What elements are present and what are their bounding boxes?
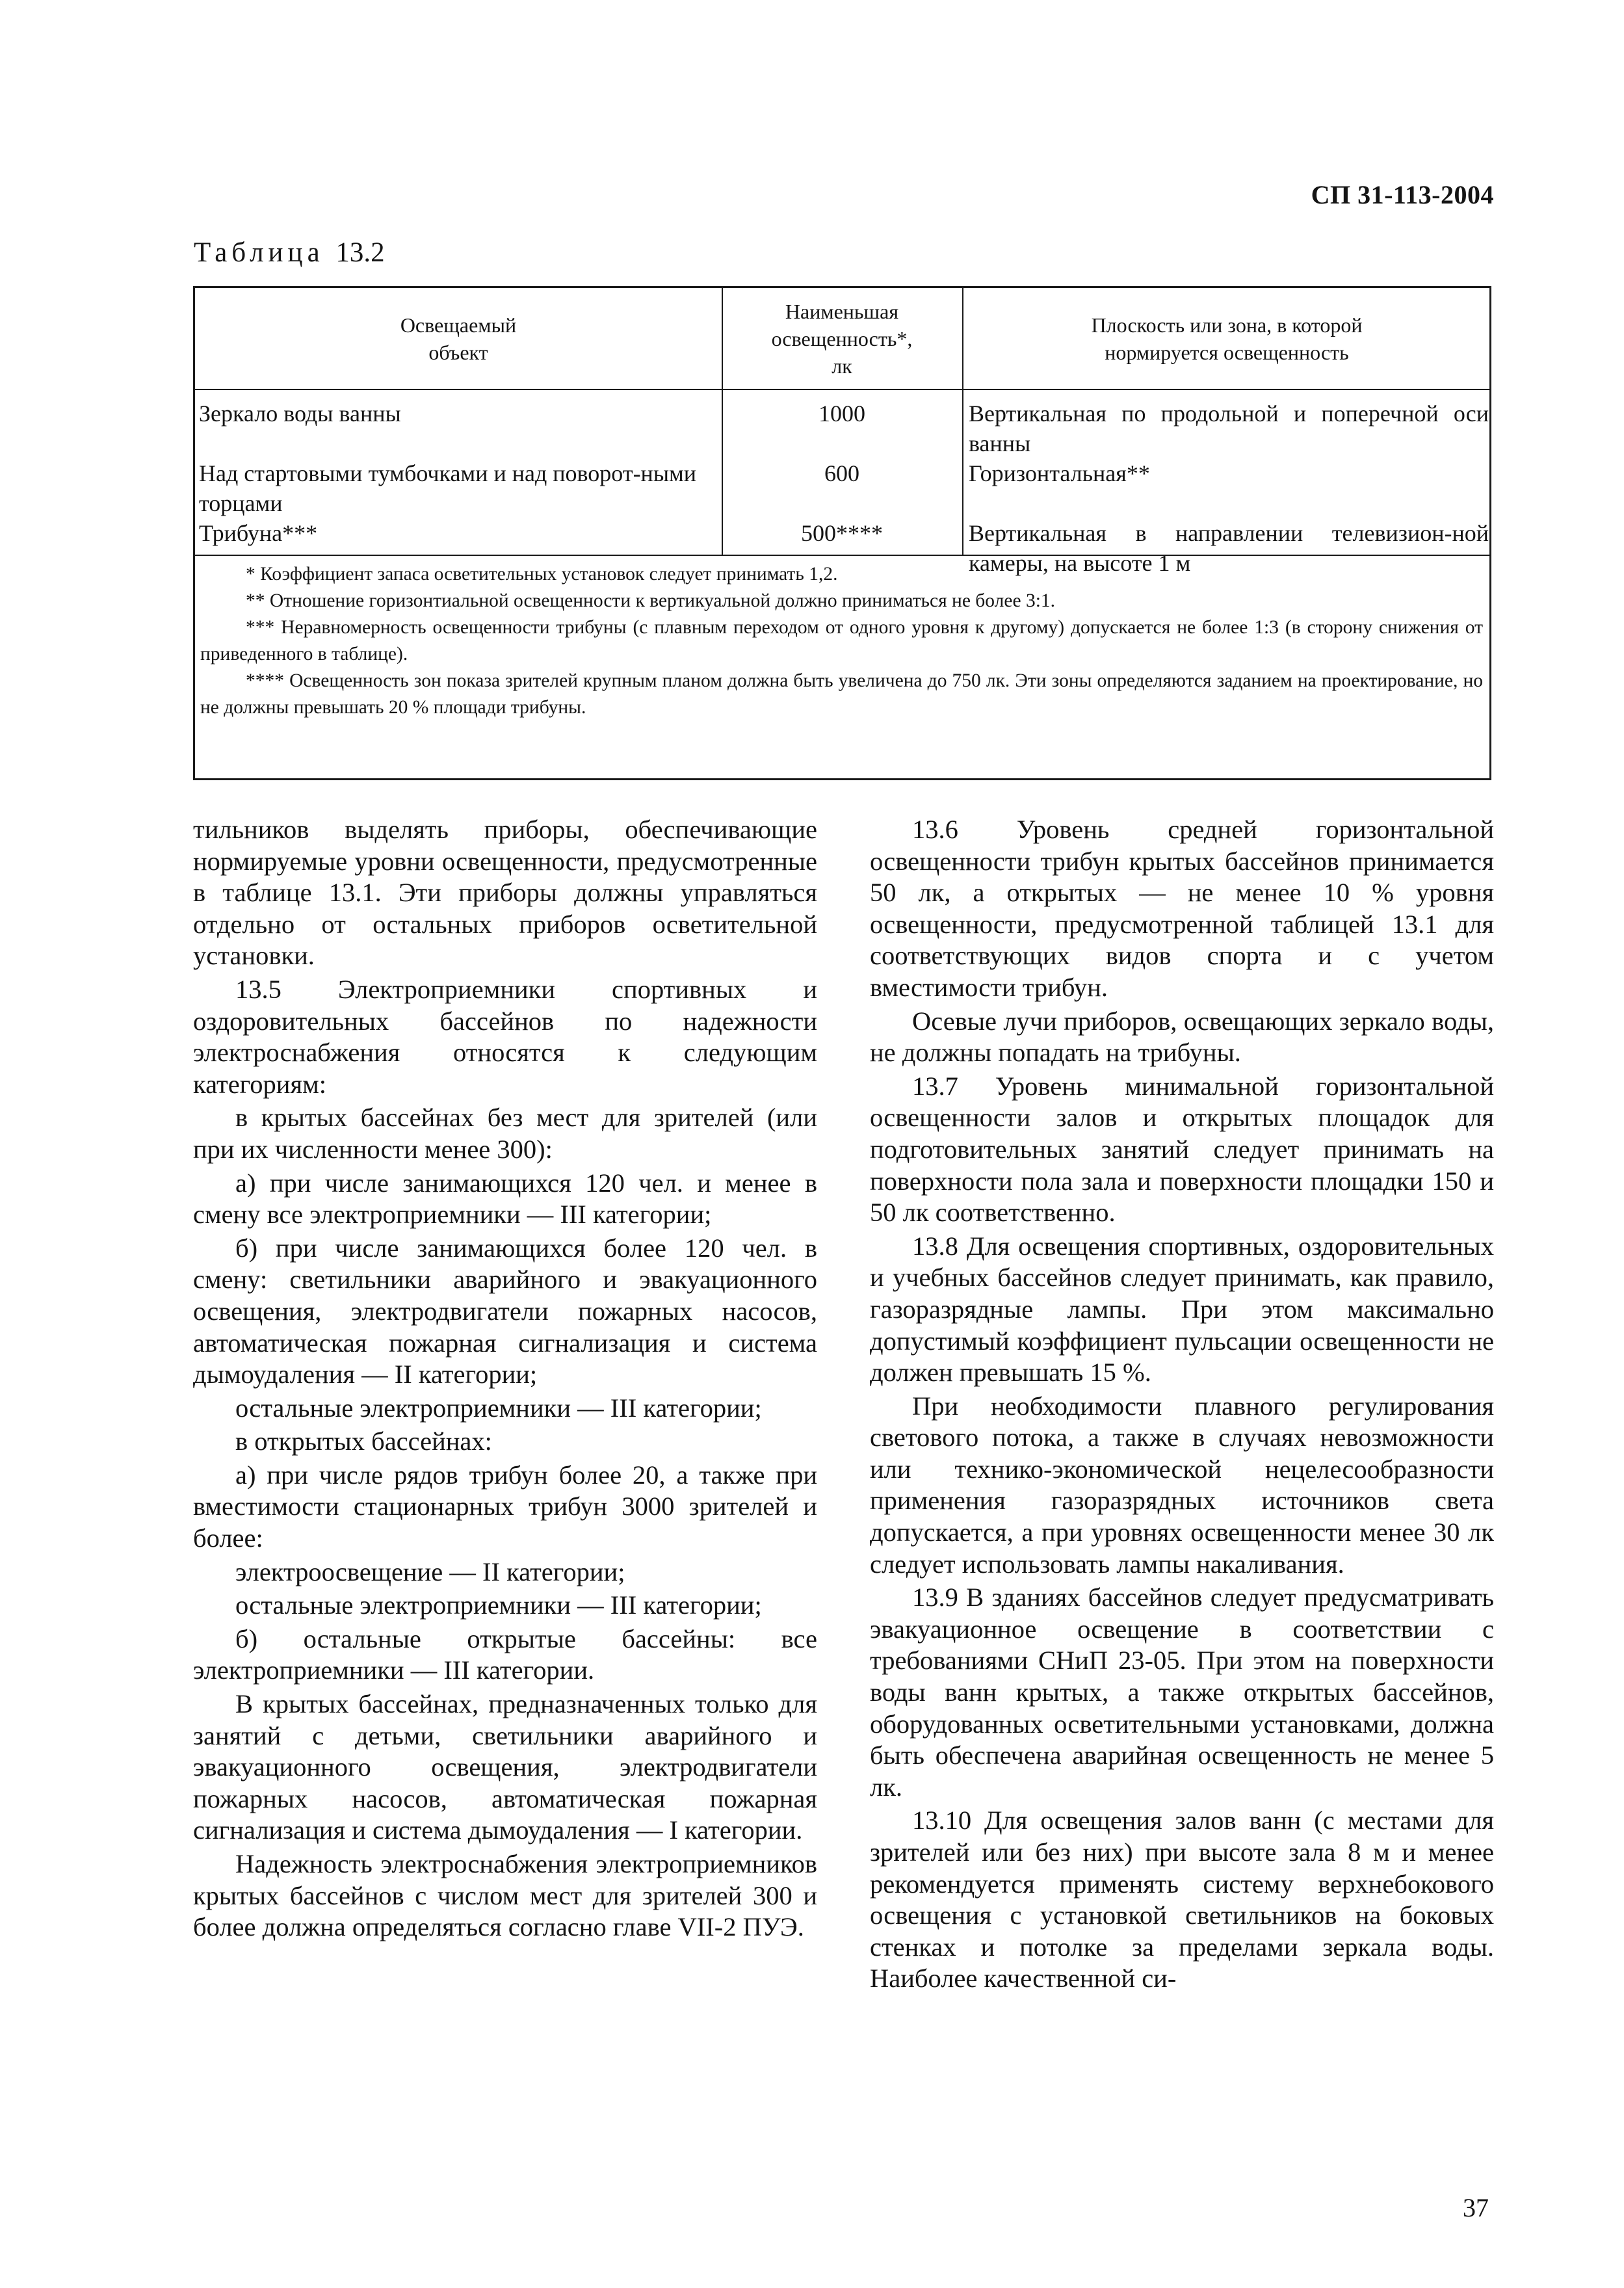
paragraph: остальные электроприемники — III категории; bbox=[235, 1590, 762, 1620]
paragraph: 13.9 В зданиях бассейнов следует предусматривать эвакуационное освещение в соответствии с требованиями СНиП 23-05. При этом на поверхности воды ванн крытых, а также открытых бассейнов, оборудованных осветительными установками, должна быть обеспечена аварийная освещенность не менее 5 лк. bbox=[870, 1583, 1494, 1802]
table-note: ** Отношение горизонтиальной освещенности к вертикуальной должно приниматься не более 3:1. bbox=[246, 590, 1056, 611]
table-caption bbox=[194, 237, 385, 269]
paragraph: 13.5 Электроприемники спортивных и оздоровительных бассейнов по надежности электроснабжения относятся к следующим категориям: bbox=[193, 974, 817, 1099]
table-cell-lux: 1000 bbox=[819, 401, 865, 427]
paragraph: в крытых бассейнах без мест для зрителей (или при их численности менее 300): bbox=[193, 1103, 817, 1164]
table-notes bbox=[200, 561, 1483, 721]
table-header-lux: Наименьшая освещенность*, лк bbox=[771, 299, 913, 378]
paragraph: 13.10 Для освещения залов ванн (с местами для зрителей или без них) при высоте зала 8 м и менее рекомендуется применять систему верхнебокового освещения с установкой светильников на боковых стенках и потолке за пределами зеркала воды. Наиболее качественной си- bbox=[870, 1806, 1494, 1993]
left-text-column bbox=[193, 814, 817, 1945]
paragraph: б) при числе занимающихся более 120 чел. в смену: светильники аварийного и эвакуационного освещения, электродвигатели пожарных насосов, автоматическая пожарная сигнализация и система дымоудаления — II категории; bbox=[193, 1233, 817, 1389]
paragraph: Надежность электроснабжения электроприемников крытых бассейнов с числом мест для зрителей 300 и более должна определяться согласно главе VII-2 ПУЭ. bbox=[193, 1849, 817, 1942]
table-cell-plane: Вертикальная в направлении телевизион-ной камеры, на высоте 1 м bbox=[969, 520, 1489, 576]
paragraph: В крытых бассейнах, предназначенных только для занятий с детьми, светильники аварийного и эвакуационного освещения, электродвигатели пожарных насосов, автоматическая пожарная сигнализация и система дымоудаления — I категории. bbox=[193, 1689, 817, 1845]
table-caption-number: 13.2 bbox=[335, 237, 385, 268]
table-note: * Коэффициент запаса осветительных установок следует принимать 1,2. bbox=[246, 564, 838, 585]
table-caption-word: Таблица bbox=[194, 237, 324, 268]
paragraph: электроосвещение — II категории; bbox=[235, 1557, 625, 1586]
right-text-column bbox=[870, 814, 1494, 1997]
paragraph: а) при числе занимающихся 120 чел. и менее в смену все электроприемники — III категории; bbox=[193, 1168, 817, 1229]
paragraph: тильников выделять приборы, обеспечивающие нормируемые уровни освещенности, предусмотренные в таблице 13.1. Эти приборы должны управляться отдельно от остальных приборов осветительной установки. bbox=[193, 815, 817, 971]
paragraph: 13.8 Для освещения спортивных, оздоровительных и учебных бассейнов следует принимать, как правило, газоразрядные лампы. При этом максимально допустимый коэффициент пульсации освещенности не должен превышать 15 %. bbox=[870, 1231, 1494, 1387]
paragraph: в открытых бассейнах: bbox=[235, 1427, 492, 1456]
table-note: *** Неравномерность освещенности трибуны (с плавным переходом от одного уровня к другому) допускается не более 1:3 (в сторону снижения от приведенного в таблице). bbox=[200, 617, 1483, 664]
table-cell-lux: 500**** bbox=[801, 520, 883, 546]
paragraph: 13.7 Уровень минимальной горизонтальной освещенности залов и открытых площадок для подготовительных занятий следует принимать на поверхности пола зала и поверхности площадки 150 и 50 лк соответственно. bbox=[870, 1071, 1494, 1228]
paragraph: 13.6 Уровень средней горизонтальной освещенности трибун крытых бассейнов принимается 50 лк, а открытых — не менее 10 % уровня освещенности, предусмотренной таблицей 13.1 для соответствующих видов спорта и с учетом вместимости трибун. bbox=[870, 815, 1494, 1002]
table-note: **** Освещенность зон показа зрителей крупным планом должна быть увеличена до 750 лк. Эти зоны определяются заданием на проектирование, но не должны превышать 20 % площади трибуны. bbox=[200, 670, 1483, 718]
table-header-object: Освещаемый объект bbox=[400, 313, 517, 364]
paragraph: Осевые лучи приборов, освещающих зеркало воды, не должны попадать на трибуны. bbox=[870, 1006, 1494, 1068]
table-cell-object: Зеркало воды ванны bbox=[199, 401, 401, 427]
paragraph: а) при числе рядов трибун более 20, а также при вместимости стационарных трибун 3000 зрителей и более: bbox=[193, 1460, 817, 1553]
table-cell-object: Трибуна*** bbox=[199, 520, 318, 546]
paragraph: б) остальные открытые бассейны: все электроприемники — III категории. bbox=[193, 1624, 817, 1685]
illumination-table bbox=[193, 286, 1491, 780]
document-code: СП 31-113-2004 bbox=[1311, 180, 1494, 209]
table-header-plane: Плоскость или зона, в которой нормируется освещенность bbox=[1091, 313, 1363, 364]
table-cell-lux: 600 bbox=[824, 460, 859, 486]
table-cell-object: Над стартовыми тумбочками и над поворот-ными торцами bbox=[199, 460, 697, 516]
paragraph: остальные электроприемники — III категории; bbox=[235, 1393, 762, 1423]
table-cell-plane: Вертикальная по продольной и поперечной оси ванны bbox=[969, 401, 1489, 456]
paragraph: При необходимости плавного регулирования светового потока, а также в случаях невозможности или технико-экономической нецелесообразности применения газоразрядных источников света допускается, а при уровнях освещенности менее 30 лк следует использовать лампы накаливания. bbox=[870, 1391, 1494, 1579]
page-number: 37 bbox=[1463, 2193, 1489, 2222]
table-cell-plane: Горизонтальная** bbox=[969, 460, 1150, 486]
